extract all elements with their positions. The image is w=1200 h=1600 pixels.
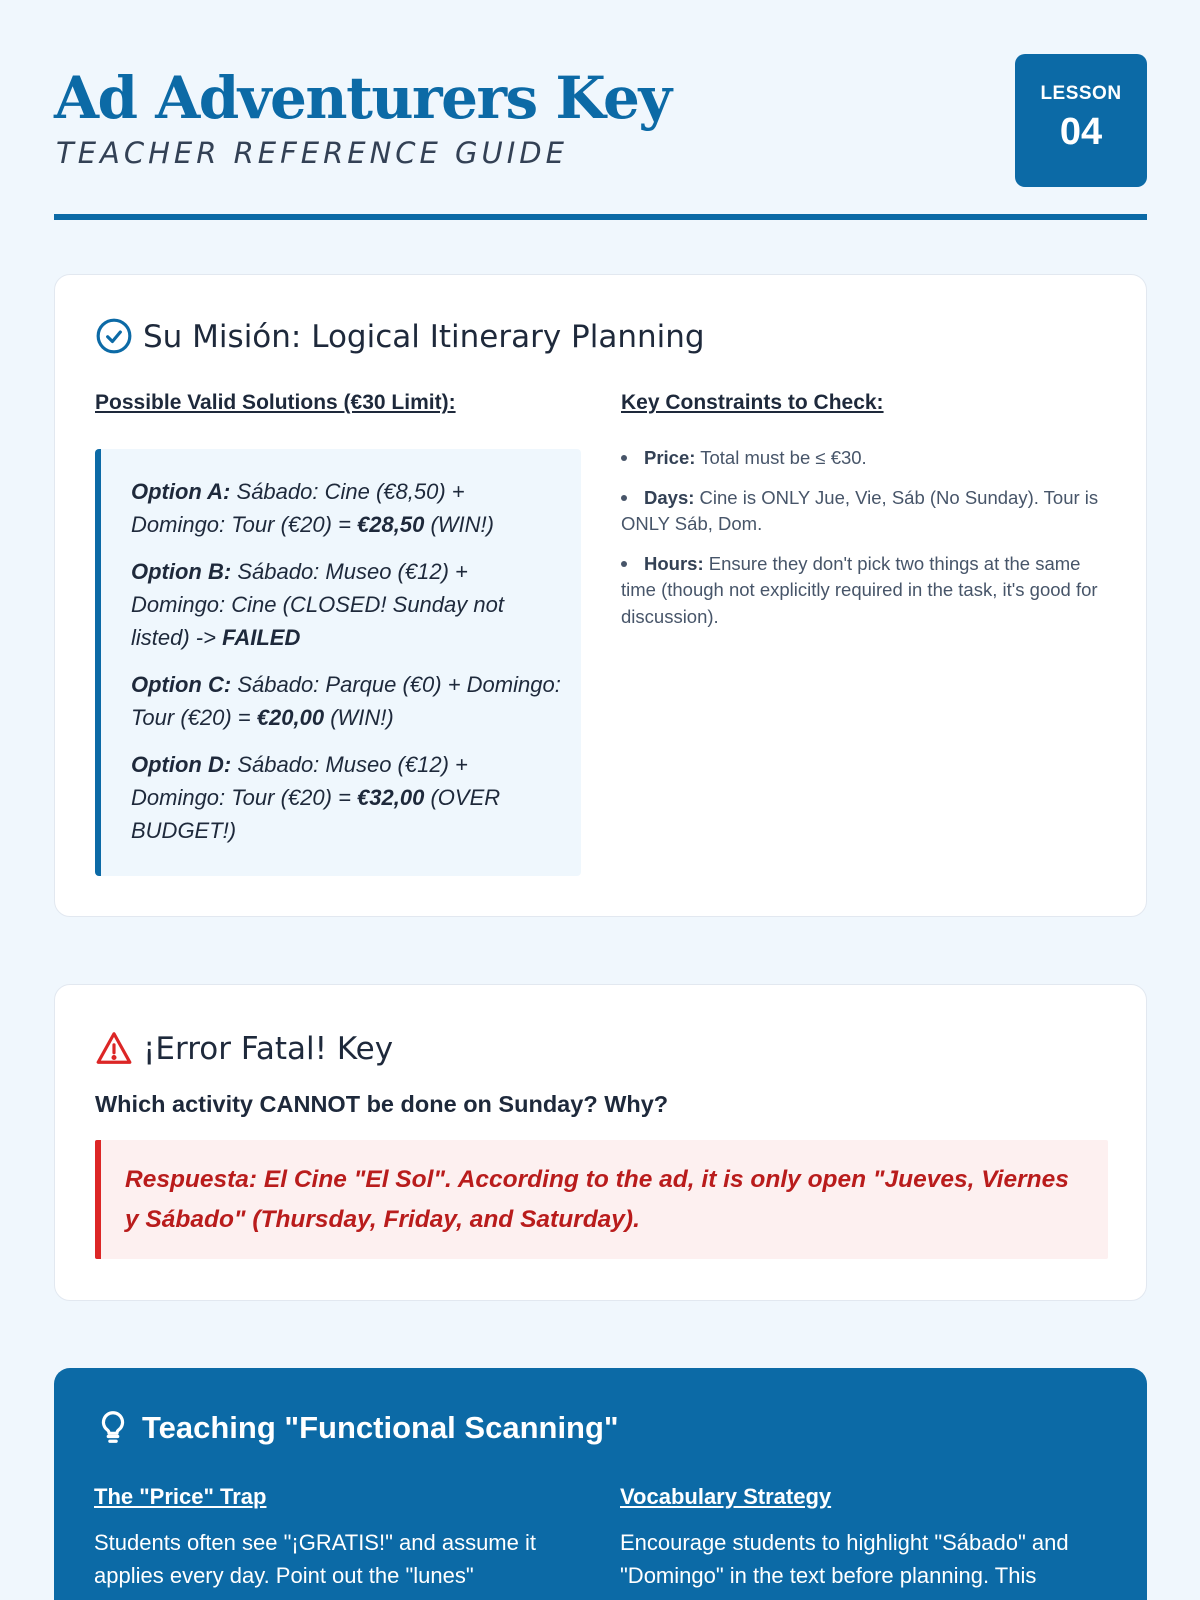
error-title-text: ¡Error Fatal! Key [143,1031,394,1067]
price-trap-heading: The "Price" Trap [94,1484,267,1509]
check-circle-icon [95,317,133,355]
lesson-number: 04 [1059,111,1103,153]
option-item: Option B: Sábado: Museo (€12) + Domingo: Cine (CLOSED! Sunday not listed) -> FAILED [131,559,504,650]
page-header [54,54,1147,220]
solutions-heading: Possible Valid Solutions (€30 Limit): [95,391,456,414]
bullet-icon [621,495,627,501]
constraint-item: Days: Cine is ONLY Jue, Vie, Sáb (No Sunday). Tour is ONLY Sáb, Dom. [621,486,1099,534]
mission-title-text: Su Misión: Logical Itinerary Planning [143,319,705,355]
error-answer: Respuesta: El Cine "El Sol". According to the ad, it is only open "Jueves, Viernes y Sábado" (Thursday, Friday, and Saturday). [95,1140,1108,1259]
error-question: Which activity CANNOT be done on Sunday? Why? [95,1091,669,1117]
constraint-item: Hours: Ensure they don't pick two things at the same time (though not explicitly required in the task, it's good for discussion). [621,552,1098,627]
teaching-card [54,1368,1147,1600]
solutions-box [95,449,581,876]
option-item: Option C: Sábado: Parque (€0) + Domingo: Tour (€20) = €20,00 (WIN!) [131,672,561,730]
option-item: Option A: Sábado: Cine (€8,50) + Domingo: Tour (€20) = €28,50 (WIN!) [131,479,494,537]
lesson-badge [1015,54,1147,187]
vocab-strategy-heading: Vocabulary Strategy [620,1484,832,1509]
mission-card [54,274,1147,917]
bullet-icon [621,455,627,461]
teaching-title [94,1410,619,1449]
constraint-item: Price: Total must be ≤ €30. [621,445,1111,472]
bullet-icon [621,561,627,567]
page-subtitle: TEACHER REFERENCE GUIDE [56,136,568,170]
lesson-label: LESSON [1040,83,1122,104]
option-item: Option D: Sábado: Museo (€12) + Domingo: Tour (€20) = €32,00 (OVER BUDGET!) [131,752,501,843]
mission-title [95,319,705,358]
page-title: Ad Adventurers Key [54,64,671,132]
price-trap-text: Students often see "¡GRATIS!" and assume it applies every day. Point out the "lunes" [94,1530,536,1588]
error-title [95,1031,393,1070]
lightbulb-icon [94,1408,132,1446]
warning-icon [95,1029,133,1067]
teaching-title-text: Teaching "Functional Scanning" [142,1410,619,1445]
constraints-heading: Key Constraints to Check: [621,391,884,414]
constraints-list [621,445,1111,643]
vocab-strategy-text: Encourage students to highlight "Sábado" and "Domingo" in the text before planning. This [620,1530,1069,1588]
error-card [54,984,1147,1301]
